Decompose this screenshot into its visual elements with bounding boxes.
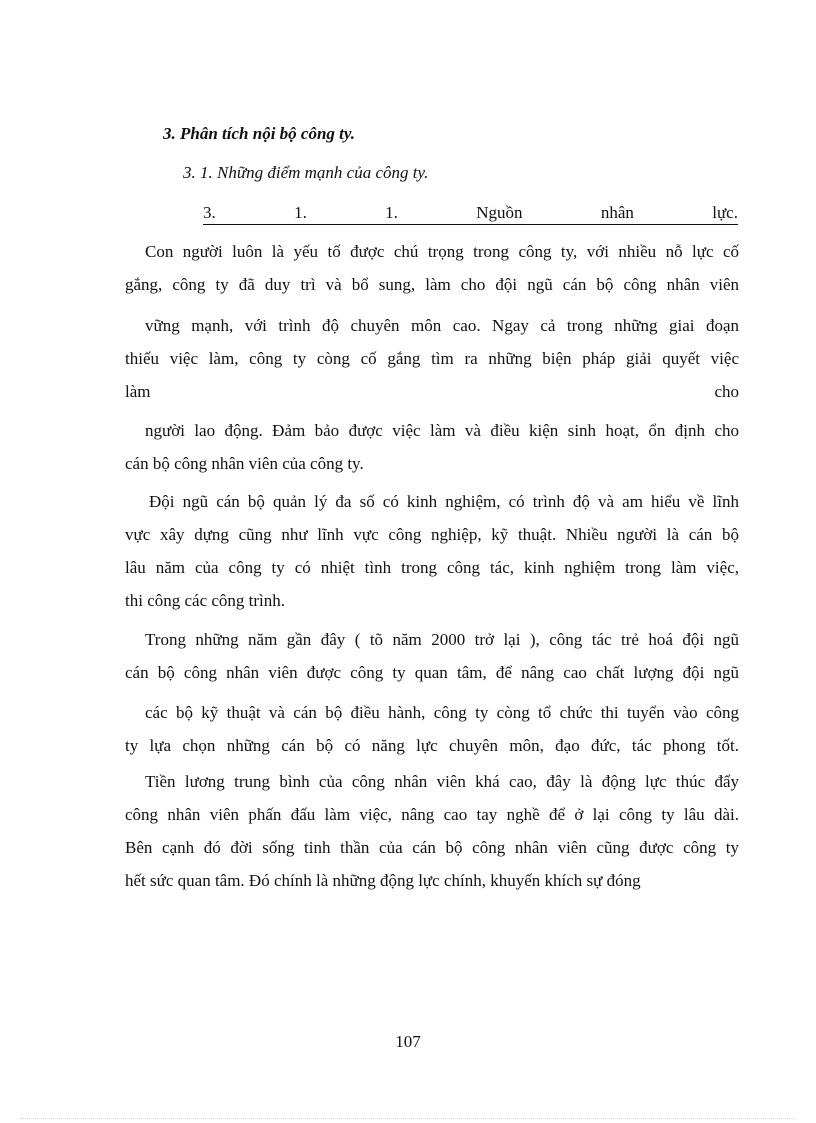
paragraph-line: cán bộ công nhân viên của công ty. xyxy=(125,454,364,473)
subsubsection-word: 1. xyxy=(294,203,307,222)
paragraph-line: người lao động. Đảm bảo được việc làm và điều kiện sinh hoạt, ổn định cho xyxy=(145,421,739,440)
section-title: 3. Phân tích nội bộ công ty. xyxy=(163,124,356,143)
subsubsection-word: Nguồn xyxy=(476,203,523,222)
paragraph-line: các bộ kỹ thuật và cán bộ điều hành, công ty còng tổ chức thi tuyển vào công xyxy=(145,703,739,722)
paragraph-line: làm cho xyxy=(125,382,739,401)
paragraph-line: Tiền lương trung bình của công nhân viên khá cao, đây là động lực thúc đẩy xyxy=(145,772,739,791)
paragraph-line: thiếu việc làm, công ty còng cố gắng tìm ra những biện pháp giải quyết việc xyxy=(125,349,739,368)
paragraph-line: gắng, công ty đã duy trì và bổ sung, làm cho đội ngũ cán bộ công nhân viên xyxy=(125,275,739,294)
paragraph-line: Bên cạnh đó đời sống tinh thần của cán bộ công nhân viên cũng được công ty xyxy=(125,838,739,857)
paragraph-line: vững mạnh, với trình độ chuyên môn cao. Ngay cả trong những giai đoạn xyxy=(145,316,739,335)
paragraph-line: cán bộ công nhân viên được công ty quan tâm, để nâng cao chất lượng đội ngũ xyxy=(125,663,739,682)
paragraph-line: Con người luôn là yếu tố được chú trọng trong công ty, với nhiều nỗ lực cố xyxy=(145,242,739,261)
subsection-title: 3. 1. Những điểm mạnh của công ty. xyxy=(183,163,429,182)
paragraph-line: Đội ngũ cán bộ quản lý đa số có kinh nghiệm, có trình độ và am hiểu về lĩnh xyxy=(149,492,739,511)
paragraph-line: ty lựa chọn những cán bộ có năng lực chuyên môn, đạo đức, tác phong tốt. xyxy=(125,736,739,755)
paragraph-line: thi công các công trình. xyxy=(125,591,286,610)
subsubsection-title xyxy=(203,203,738,225)
paragraph-line: hết sức quan tâm. Đó chính là những động lực chính, khuyến khích sự đóng xyxy=(125,871,641,890)
paragraph-line: công nhân viên phấn đấu làm việc, nâng cao tay nghề để ở lại công ty lâu dài. xyxy=(125,805,739,824)
paragraph-line: Trong những năm gần đây ( tõ năm 2000 trở lại ), công tác trẻ hoá đội ngũ xyxy=(145,630,739,649)
page-number: 107 xyxy=(395,1032,421,1051)
paragraph-line: vực xây dựng cũng như lĩnh vực công nghiệp, kỹ thuật. Nhiều người là cán bộ xyxy=(125,525,739,544)
subsubsection-word: 3. xyxy=(203,203,216,222)
subsubsection-word: nhân xyxy=(600,203,634,222)
subsubsection-word: 1. xyxy=(385,203,398,222)
paragraph-line: lâu năm của công ty có nhiệt tình trong công tác, kinh nghiệm trong làm việc, xyxy=(125,558,739,577)
page-bottom-divider xyxy=(20,1118,796,1119)
subsubsection-word: lực. xyxy=(712,203,738,222)
